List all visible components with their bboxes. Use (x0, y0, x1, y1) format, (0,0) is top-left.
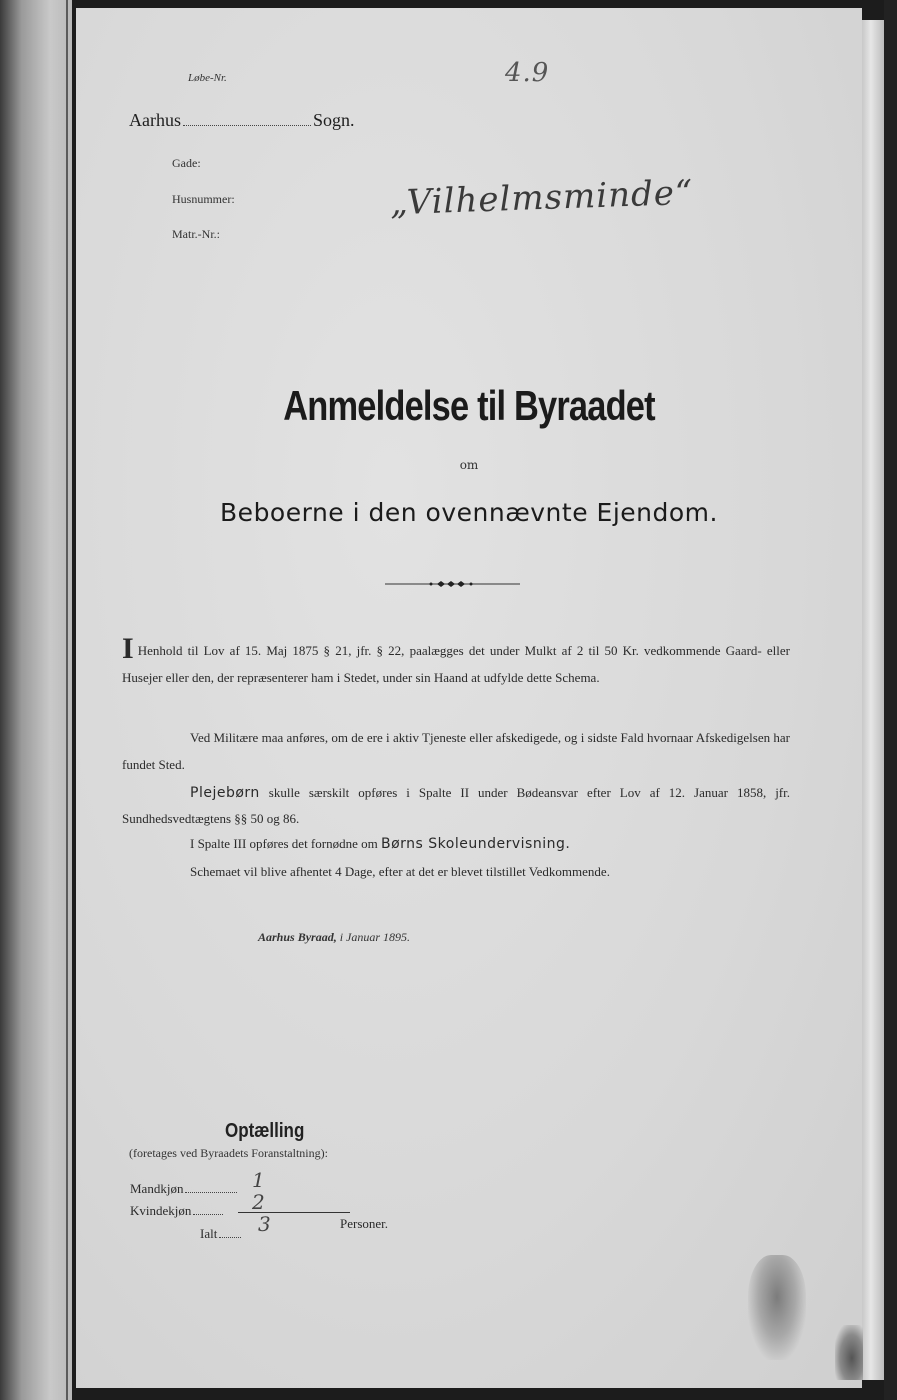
ornament-divider (385, 578, 520, 590)
count-persons-label: Personer. (340, 1216, 389, 1231)
drop-cap: I (122, 632, 134, 665)
sum-line (238, 1212, 350, 1213)
signoff (258, 930, 410, 945)
facing-page-edge (0, 0, 72, 1400)
count-total-dots (219, 1237, 241, 1238)
instruction-3-lead: Plejebørn (190, 785, 260, 801)
parish-suffix: Sogn. (313, 110, 355, 130)
instruction-1-text: Henhold til Lov af 15. Maj 1875 § 21, jfr. § 22, paalægges det under Mulkt af 2 til 50 Kr. vedkommende Gaard- eller Husejer eller den, der repræsenterer ham i Stedet, under sin Haand at udfylde dette Schema. (122, 643, 790, 685)
instruction-4-emphasis: Børns Skoleundervisning. (380, 836, 571, 852)
husnummer-label: Husnummer: (172, 192, 235, 206)
lobe-nr-value: 4.9 (505, 58, 550, 88)
page-edge-right (862, 20, 884, 1380)
signoff-date: i Januar 1895. (339, 930, 411, 944)
parish-fill-line (183, 125, 311, 126)
count-male-dots (185, 1192, 237, 1193)
paper-damage (835, 1325, 863, 1380)
count-male-value: 1 (252, 1168, 265, 1192)
matr-label: Matr.-Nr.: (172, 227, 220, 241)
parish-line (129, 110, 355, 131)
signoff-name: Aarhus Byraad, (258, 930, 337, 944)
instruction-paragraph-3 (122, 780, 790, 832)
count-male-row (130, 1181, 237, 1197)
document-title: Anmeldelse til Byraadet (283, 382, 655, 429)
count-female-row (130, 1203, 223, 1219)
count-total-value: 3 (258, 1212, 271, 1236)
count-male-label: Mandkjøn (130, 1181, 184, 1196)
address-handwritten: „Vilhelmsminde“ (389, 172, 694, 224)
count-title: Optælling (225, 1120, 305, 1142)
instruction-2-text: Ved Militære maa anføres, om de ere i aktiv Tjeneste eller afskedigede, og i sidste Fald hvornaar Afskedigelsen har fundet Sted. (122, 730, 790, 772)
page-fold (66, 0, 68, 1400)
paper-stain (748, 1255, 806, 1360)
instruction-3-text: skulle særskilt opføres i Spalte II under Bødeansvar efter Lov af 12. Januar 1858, jfr. Sundhedsvedtægtens §§ 50 og 86. (122, 785, 791, 826)
count-total-row (200, 1226, 241, 1242)
gade-label: Gade: (172, 156, 201, 170)
instruction-paragraph-5 (122, 864, 790, 880)
instruction-5-text: Schemaet vil blive afhentet 4 Dage, efter at det er blevet tilstillet Vedkommende. (190, 864, 610, 879)
count-subtitle: (foretages ved Byraadets Foranstaltning): (129, 1146, 328, 1160)
connector-om: om (459, 458, 479, 472)
instruction-paragraph-1 (122, 632, 790, 691)
instruction-4-pre: I Spalte III opføres det fornødne om (190, 836, 378, 851)
scan-border-right (884, 0, 897, 1400)
instruction-paragraph-2 (122, 724, 790, 778)
document-subtitle: Beboerne i den ovennævnte Ejendom. (220, 498, 718, 527)
lobe-nr-label: Løbe-Nr. (188, 72, 227, 84)
parish-prefix: Aarhus (129, 110, 181, 130)
instruction-paragraph-4 (122, 836, 790, 852)
count-female-dots (193, 1214, 223, 1215)
count-female-value: 2 (252, 1190, 265, 1214)
count-female-label: Kvindekjøn (130, 1203, 192, 1218)
count-total-label: Ialt (200, 1226, 218, 1241)
